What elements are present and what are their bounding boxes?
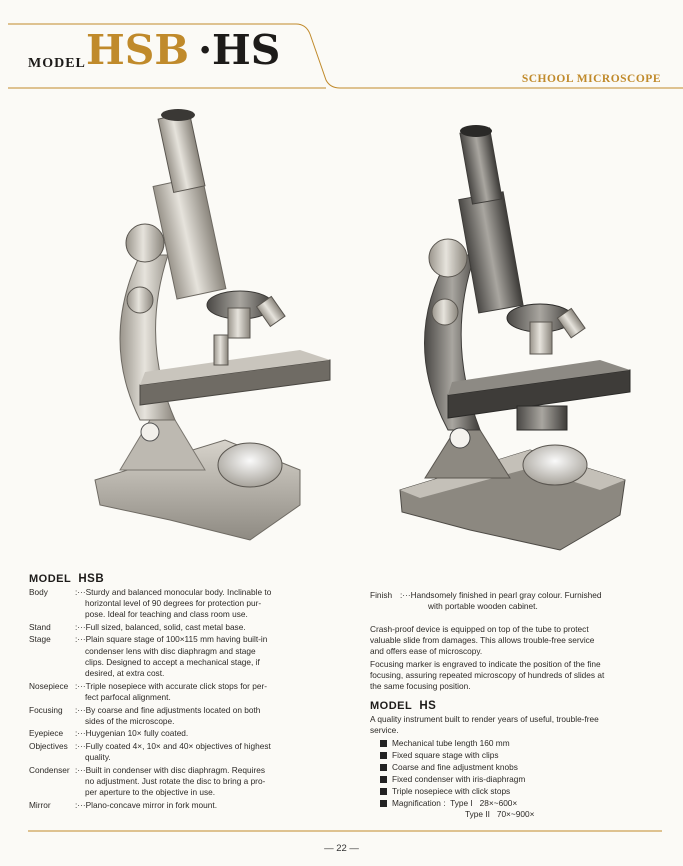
hs-title-prefix: MODEL	[370, 700, 413, 712]
spec-line: :···Plain square stage of 100×115 mm having built-in	[75, 634, 268, 645]
hs-title-model: HS	[419, 700, 437, 712]
finish-line: with portable wooden cabinet.	[428, 601, 538, 612]
spec-label: Stand	[29, 621, 51, 632]
spec-line: :···Built in condenser with disc diaphragm. Requires	[75, 765, 265, 775]
spec-label: Condenser	[29, 765, 70, 775]
spec-label: Body	[29, 587, 48, 597]
feature-item	[380, 786, 510, 797]
spec-line: per aperture to the objective in use.	[85, 787, 216, 798]
footer-rule	[0, 830, 683, 834]
hs-section-title	[370, 700, 436, 712]
paragraph-line: valuable slide from damages. This allows trouble-free service	[370, 635, 595, 646]
microscope-hsb-image	[95, 109, 330, 540]
paragraph-line: the same focusing position.	[370, 681, 471, 692]
spec-line: clips. Designed to accept a mechanical stage, if	[85, 656, 260, 667]
spec-line: :···Plano-concave mirror in fork mount.	[75, 800, 218, 811]
spec-line: :···Sturdy and balanced monocular body. Inclinable to	[75, 587, 272, 597]
type1-label: Type I	[450, 798, 473, 808]
paragraph-line: and offers ease of microscopy.	[370, 646, 483, 657]
header-subtitle: SCHOOL MICROSCOPE	[521, 73, 661, 85]
magnification-row	[380, 798, 517, 809]
bullet-square	[380, 764, 387, 771]
spec-line: no adjustment. Just rotate the disc to bring a pro-	[85, 776, 266, 787]
type2-value: 70×~900×	[496, 809, 535, 819]
feature-item	[380, 774, 525, 785]
spec-label: Nosepiece	[29, 680, 69, 691]
hsb-title-model: HSB	[78, 573, 105, 585]
microscope-hs-image	[400, 125, 630, 550]
hs-intro	[370, 714, 662, 736]
spec-line: :···Triple nosepiece with accurate click stops for per-	[75, 680, 267, 691]
feature-text: Coarse and fine adjustment knobs	[392, 762, 518, 772]
crash-proof-paragraph	[370, 624, 662, 658]
hs-intro-line: service.	[370, 725, 399, 736]
hsb-title-prefix: MODEL	[29, 573, 72, 585]
type1-value: 28×~600×	[479, 798, 518, 808]
spec-line: horizontal level of 90 degrees for protection pur-	[85, 598, 262, 609]
spec-label: Mirror	[29, 800, 51, 811]
bullet-square	[380, 740, 387, 747]
finish-line: :···Handsomely finished in pearl gray colour. Furnished	[400, 590, 602, 600]
feature-text: Triple nosepiece with click stops	[392, 786, 511, 796]
feature-text: Fixed square stage with clips	[392, 750, 499, 760]
page-number: — 22 —	[324, 843, 359, 854]
header-model-hsb: HSB	[86, 26, 190, 74]
header-model-word: MODEL	[28, 56, 86, 71]
type2-label: Type II	[465, 809, 490, 819]
spec-line: quality.	[85, 752, 111, 763]
header-model-dot: ·	[198, 26, 213, 74]
paragraph-line: focusing, assuring repeated microscopy of hundreds of slides at	[370, 670, 605, 681]
magnification-label: Magnification :	[392, 798, 446, 808]
spec-label: Eyepiece	[29, 728, 64, 739]
spec-line: condenser lens with disc diaphragm and stage	[85, 645, 256, 656]
spec-label: Focusing	[29, 704, 63, 715]
feature-item	[380, 738, 510, 749]
bullet-square	[380, 800, 387, 807]
spec-line: pose. Ideal for teaching and class room use.	[85, 609, 248, 620]
paragraph-line: Crash-proof device is equipped on top of the tube to protect	[370, 624, 589, 634]
spec-line: sides of the microscope.	[85, 715, 175, 726]
paragraph-line: Focusing marker is engraved to indicate the position of the fine	[370, 659, 601, 669]
spec-line: :···Full sized, balanced, solid, cast metal base.	[75, 621, 246, 632]
spec-label: Stage	[29, 634, 51, 645]
hsb-section-title	[29, 573, 104, 585]
spec-line: desired, at extra cost.	[85, 667, 165, 678]
bullet-square	[380, 788, 387, 795]
feature-item	[380, 762, 518, 773]
microscope-illustrations	[0, 100, 683, 560]
feature-text: Mechanical tube length 160 mm	[392, 738, 510, 748]
header-model-hs: HS	[212, 26, 281, 74]
spec-line: fect parfocal alignment.	[85, 691, 171, 702]
finish-label: Finish	[370, 590, 393, 600]
bullet-square	[380, 752, 387, 759]
hs-intro-line: A quality instrument built to render years of useful, trouble-free	[370, 714, 599, 724]
spec-line: :···Fully coated 4×, 10× and 40× objectives of highest	[75, 741, 271, 752]
feature-item	[380, 750, 499, 761]
focusing-marker-paragraph	[370, 659, 662, 693]
spec-label: Objectives	[29, 741, 68, 752]
feature-text: Fixed condenser with iris-diaphragm	[392, 774, 526, 784]
spec-line: :···Huygenian 10× fully coated.	[75, 728, 189, 739]
bullet-square	[380, 776, 387, 783]
spec-line: :···By coarse and fine adjustments located on both	[75, 704, 261, 715]
magnification-type2-row	[465, 809, 534, 820]
